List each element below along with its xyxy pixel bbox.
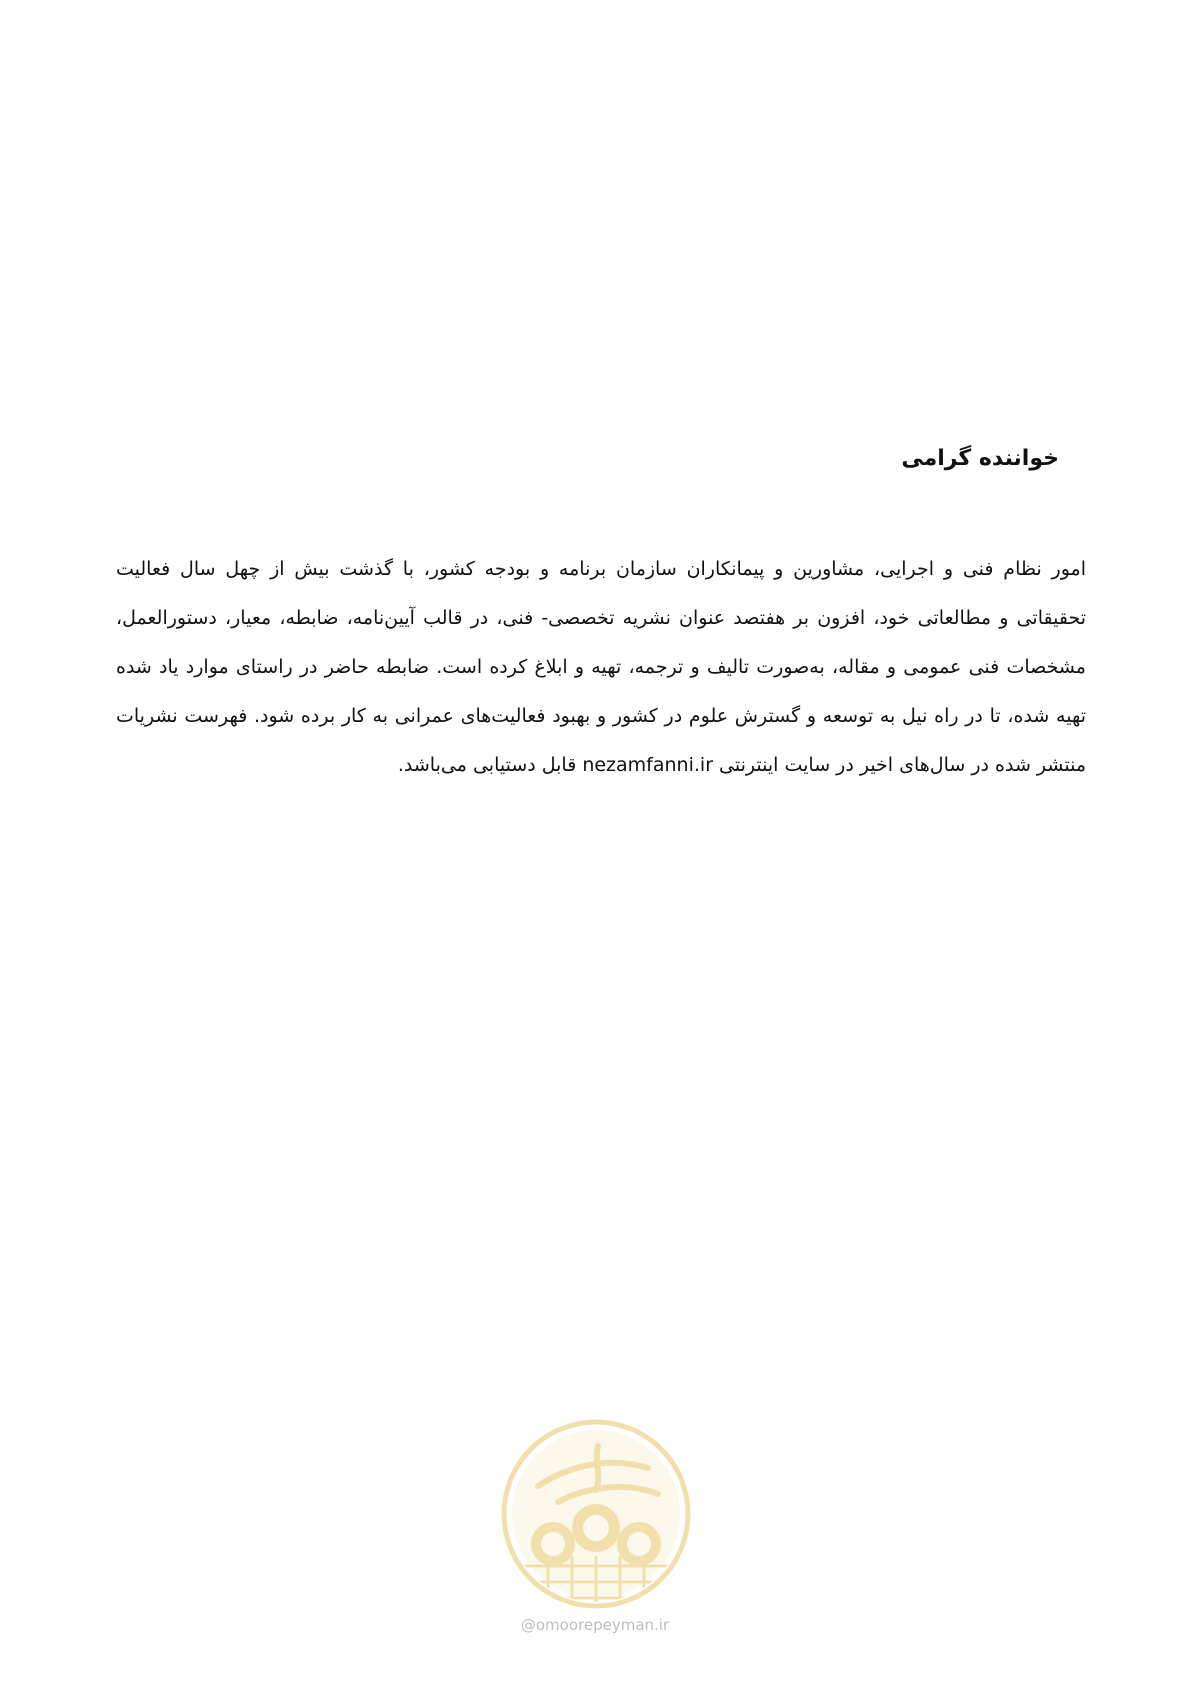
watermark-logo-icon	[498, 1416, 694, 1612]
body-paragraph: امور نظام فنی و اجرایی، مشاورین و پیمانکاران سازمان برنامه و بودجه کشور، با گذشت بیش از چهل سال فعالیت تحقیقاتی و مطالعاتی خود، افزون بر هفتصد عنوان نشریه تخصصی- فنی، در قالب آیین‌نامه، ضابطه، معیار، دستورالعمل، مشخصات فنی عمومی و مقاله، به‌صورت تالیف و ترجمه، تهیه و ابلاغ کرده است. ضابطه حاضر در راستای موارد یاد شده تهیه شده، تا در راه نیل به توسعه و گسترش علوم در کشور و بهبود فعالیت‌های عمرانی به کار برده شود. فهرست نشریات منتشر شده در سال‌های اخیر در سایت اینترنتی nezamfanni.ir قابل دستیابی می‌باشد.	[116, 558, 1086, 776]
page-heading: خواننده گرامی	[901, 446, 1059, 471]
watermark-handle: @omoorepeyman.ir	[520, 1616, 670, 1634]
